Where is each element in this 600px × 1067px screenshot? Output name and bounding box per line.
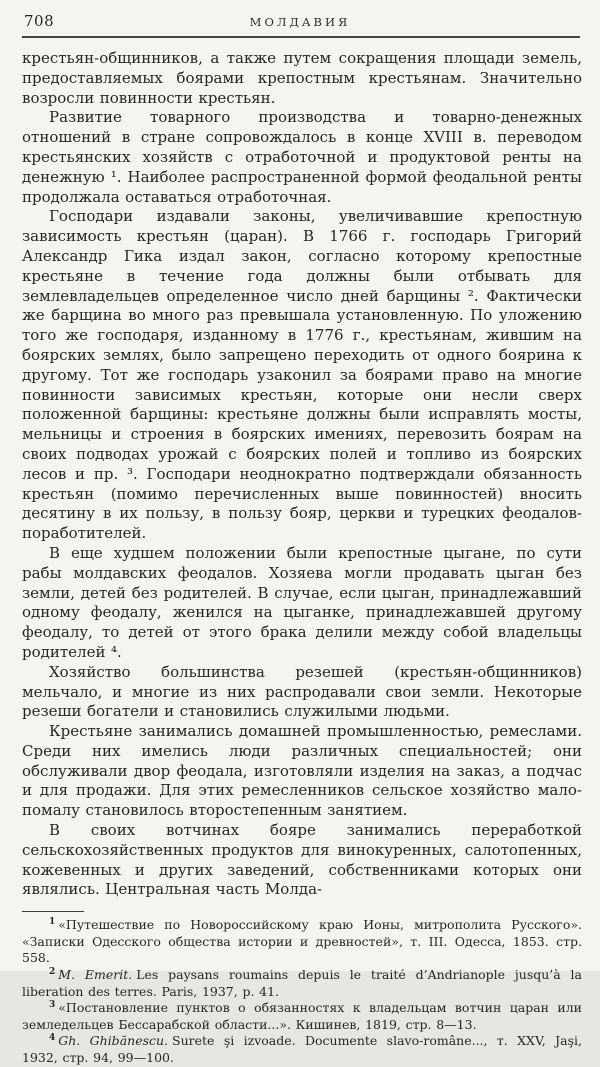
body-text (22, 49, 582, 900)
footnote-1 (22, 917, 582, 967)
footnote-text: «Постановление пунктов о обязанностях к владельцам вотчин царан или земледельцев Бессарабской области...». Кишинев, 1819, стр. 8—13. (22, 1000, 582, 1032)
running-title: МОЛДАВИЯ (249, 15, 351, 29)
footnote-3 (22, 1000, 582, 1033)
footnote-marker: 3 (49, 1000, 56, 1011)
footnote-separator-rule (22, 911, 84, 912)
header-rule (22, 36, 580, 38)
footnote-text: Surete şi izvoade. Documente slavo-române..., т. XXV, Jaşi, 1932, стр. 94, 99—100. (22, 1033, 582, 1066)
footnote-text: «Путешествие по Новороссийскому краю Ионы, митрополита Русского». «Записки Одесского общества истории и древностей», т. III. Одесса, 1853. стр. 558. (22, 917, 582, 966)
footnote-marker: 2 (49, 966, 56, 977)
footnote-marker: 4 (49, 1033, 56, 1044)
footnote-author: Gh. Ghibănescu. (58, 1033, 169, 1049)
page-number: 708 (24, 12, 55, 30)
footnote-text: Les paysans roumains depuis le traité d’Andrianople jusqu’à la liberation des terres. Paris, 1937, p. 41. (22, 967, 582, 999)
paragraph-continuation: крестьян-общинников, а также путем сокращения площади земель, предоставляемых боярами крепостным крестьянам. Значительно возросли повинности крестьян. (22, 49, 582, 107)
paragraph: В своих вотчинах бояре занимались переработкой сельскохозяйственных продуктов для винокуренных, салотопенных, кожевенных и других заведений, собственниками которых они являлись. Центральная часть Молда- (22, 821, 582, 899)
footnote-2 (22, 967, 582, 1000)
paragraph: Хозяйство большинства резешей (крестьян-общинников) мельчало, и многие из них распродавали свои земли. Некоторые резеши богатели и становились служилыми людьми. (22, 662, 582, 721)
footnote-4 (22, 1033, 582, 1066)
paragraph: Развитие товарного производства и товарно-денежных отношений в стране сопровождалось в конце XVIII в. переводом крестьянских хозяйств с отработочной и продуктовой ренты на денежную ¹. Наиболее распространенной формой феодальной ренты продолжала оставаться отработочная. (22, 108, 582, 206)
paragraph: Крестьяне занимались домашней промышленностью, ремеслами. Среди них имелись люди различных специальностей; они обслуживали двор феодала, изготовляли изделия на заказ, а подчас и для продажи. Для этих ремесленников сельское хозяйство мало-помалу становилось второстепенным занятием. (22, 722, 582, 820)
paragraph: В еще худшем положении были крепостные цыгане, по сути рабы молдавских феодалов. Хозяева могли продавать цыган без земли, детей без родителей. В случае, если цыган, принадлежавший одному феодалу, женился на цыганке, принадлежавшей другому феодалу, то детей от этого брака делили между собой владельцы родителей ⁴. (22, 543, 582, 661)
footnote-author: M. Emerit. (58, 967, 133, 983)
footnotes (22, 917, 582, 1066)
running-head (0, 0, 600, 36)
footnote-marker: 1 (49, 917, 56, 928)
paragraph: Господари издавали законы, увеличивавшие крепостную зависимость крестьян (царан). В 1766 г. господарь Григорий Александр Гика издал закон, согласно которому крепостные крестьяне в течение года должны были отбывать для землевладельцев определенное число дней барщины ². Фактически же барщина во много раз превышала установленную. По уложению того же господаря, изданному в 1776 г., крестьянам, жившим на боярских землях, было запрещено переходить от одного боярина к другому. Тот же господарь узаконил за боярами право на многие повинности зависимых крестьян, которые они несли сверх положенной барщины: крестьяне должны были исправлять мосты, мельницы и строения в боярских имениях, перевозить боярам на своих подводах урожай с боярских полей и топливо из боярских лесов и пр. ³. Господари неоднократно подтверждали обязанность крестьян (помимо перечисленных выше повинностей) вносить десятину в их пользу, в пользу бояр, церкви и турецких феодалов-поработителей. (22, 207, 582, 543)
